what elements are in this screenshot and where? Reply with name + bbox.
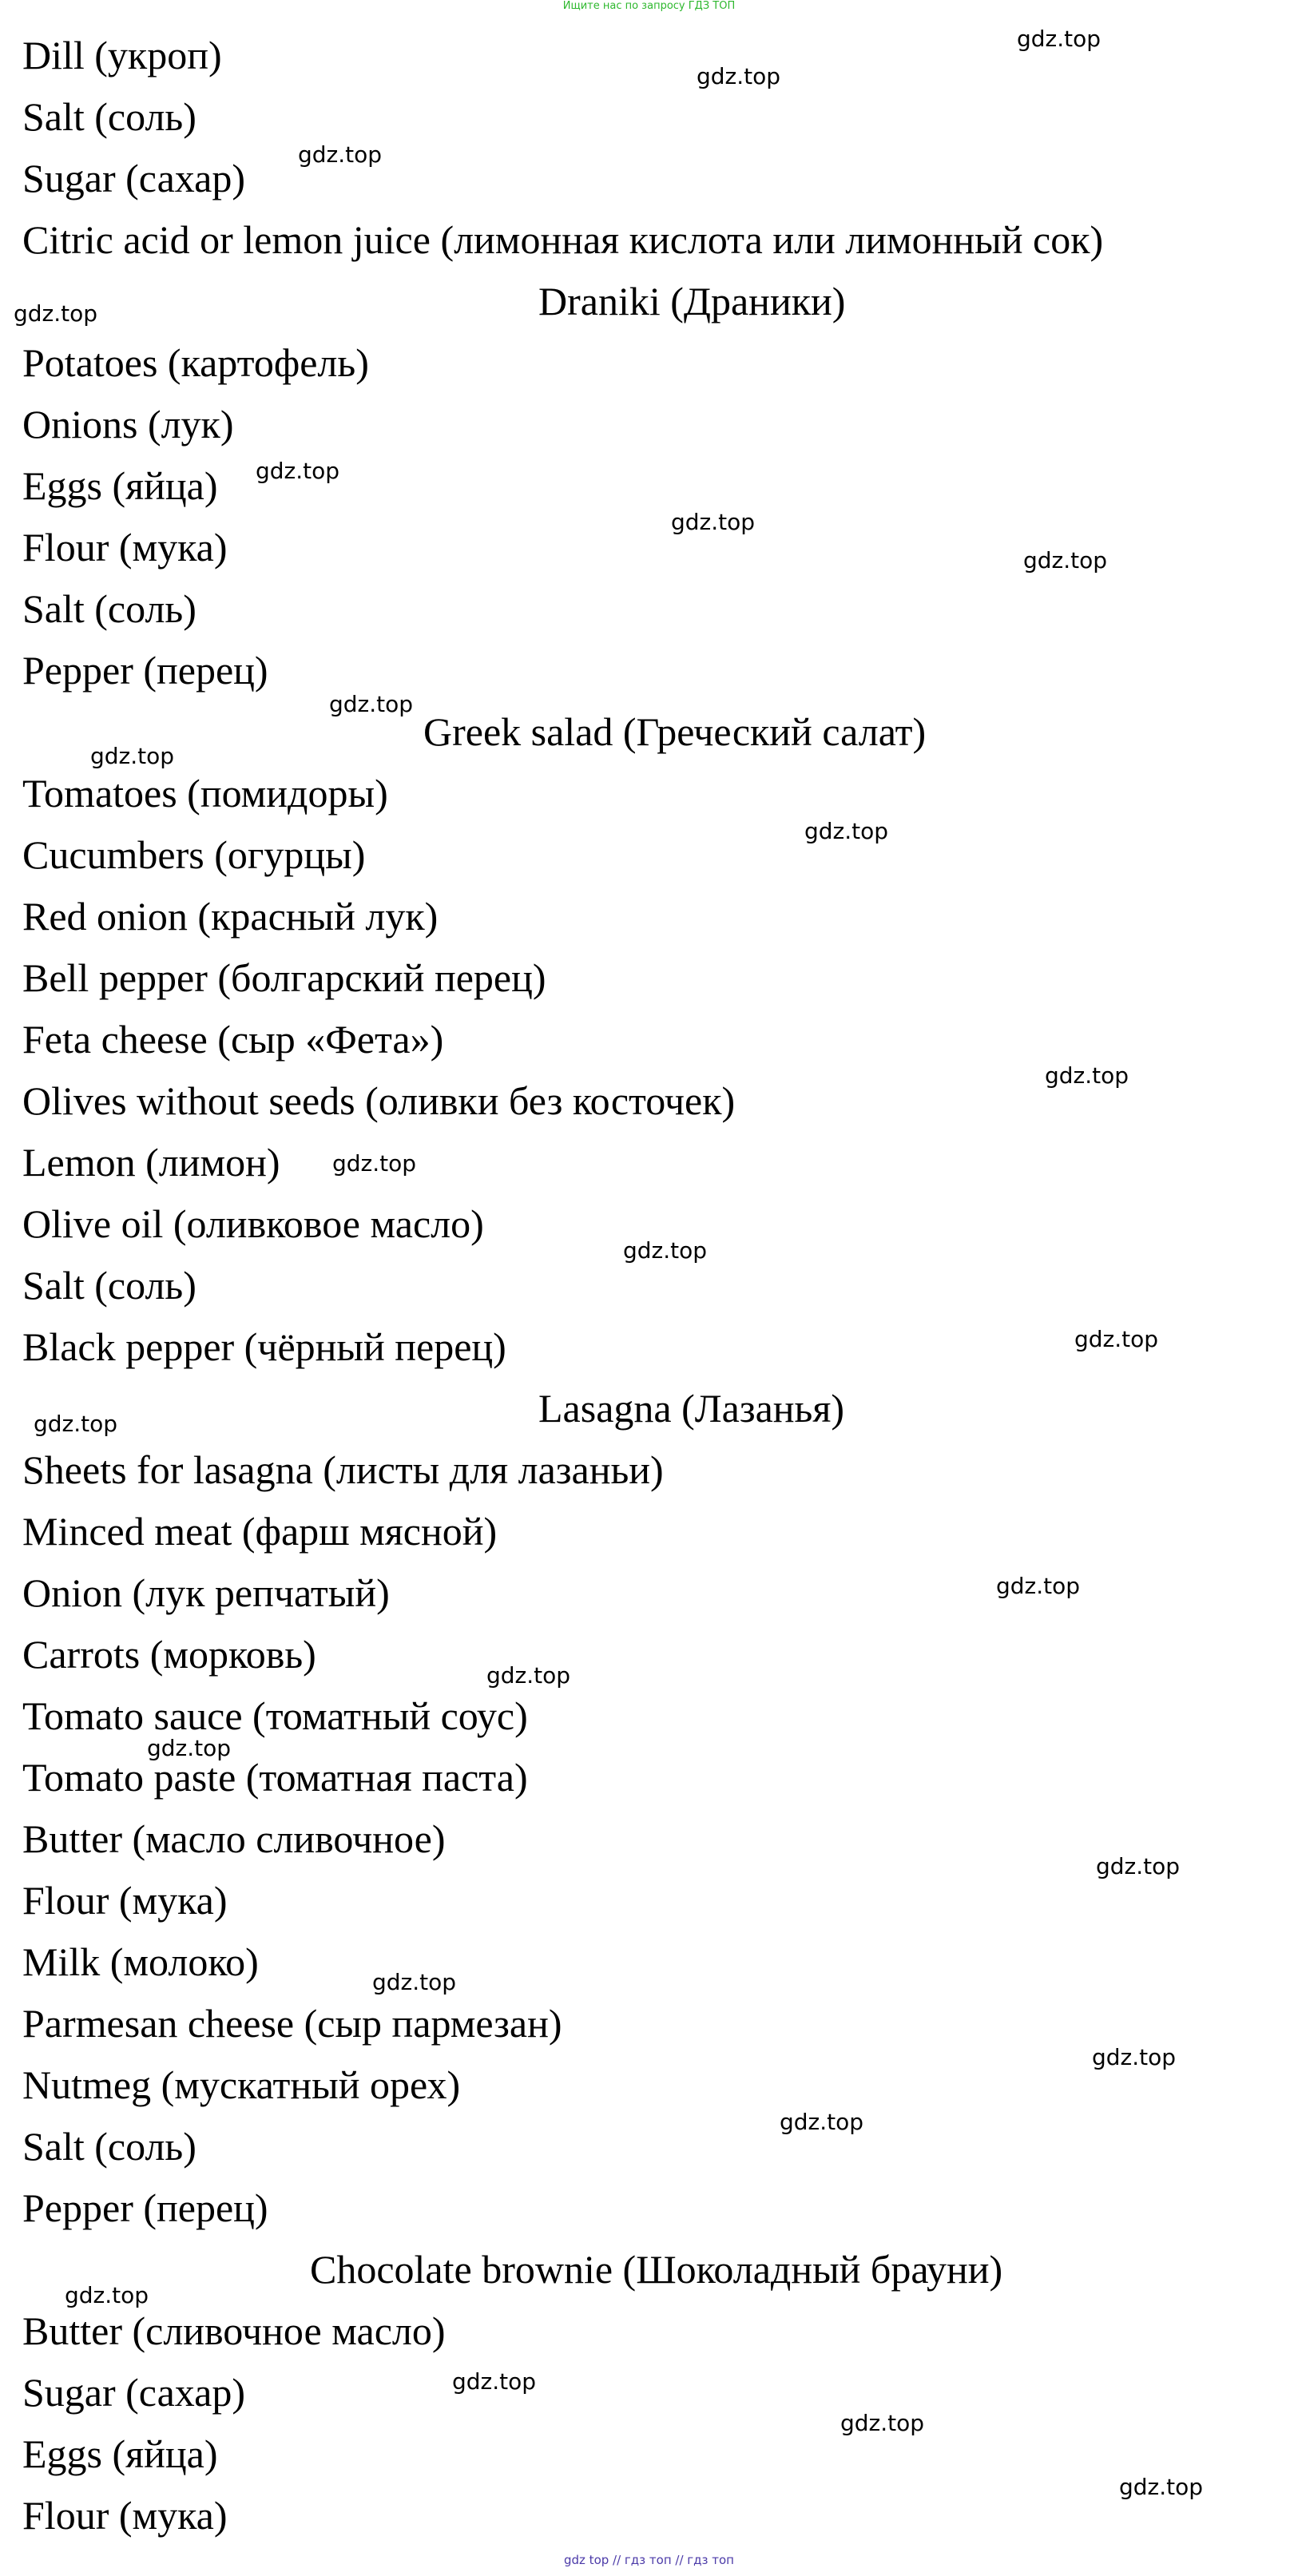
top-banner: Ищите нас по запросу ГДЗ ТОП (562, 0, 736, 12)
watermark: gdz.top (804, 818, 889, 844)
watermark: gdz.top (372, 1969, 457, 1995)
ingredient-line: Flour (мука) (22, 2493, 228, 2538)
watermark: gdz.top (34, 1411, 118, 1437)
ingredient-line: Bell pepper (болгарский перец) (22, 955, 546, 1000)
ingredient-line: Eggs (яйца) (22, 2431, 218, 2476)
watermark: gdz.top (332, 1150, 417, 1177)
ingredient-line: Cucumbers (огурцы) (22, 832, 366, 877)
watermark: gdz.top (1096, 1853, 1181, 1879)
watermark: gdz.top (65, 2282, 149, 2308)
ingredient-line: Salt (соль) (22, 2124, 196, 2169)
ingredient-line: Flour (мука) (22, 525, 228, 570)
watermark: gdz.top (1023, 547, 1108, 574)
ingredient-line: Eggs (яйца) (22, 463, 218, 508)
ingredient-line: Minced meat (фарш мясной) (22, 1509, 498, 1554)
ingredient-line: Parmesan cheese (сыр пармезан) (22, 2001, 562, 2046)
ingredient-line: Potatoes (картофель) (22, 340, 369, 385)
watermark: gdz.top (298, 141, 383, 168)
ingredient-line: Flour (мука) (22, 1878, 228, 1923)
watermark: gdz.top (90, 743, 175, 769)
ingredient-line: Olives without seeds (оливки без косточек) (22, 1078, 736, 1123)
ingredient-line: Salt (соль) (22, 586, 196, 631)
watermark: gdz.top (697, 63, 781, 89)
ingredient-line: Butter (сливочное масло) (22, 2308, 446, 2353)
ingredient-line: Black pepper (чёрный перец) (22, 1324, 506, 1369)
ingredient-line: Pepper (перец) (22, 2185, 268, 2230)
ingredient-line: Carrots (морковь) (22, 1632, 316, 1677)
watermark: gdz.top (623, 1237, 708, 1264)
watermark: gdz.top (14, 300, 98, 327)
ingredient-line: Red onion (красный лук) (22, 894, 439, 939)
section-title: Chocolate brownie (Шоколадный брауни) (310, 2247, 1003, 2292)
ingredient-line: Olive oil (оливковое масло) (22, 1201, 484, 1246)
ingredient-line: Lemon (лимон) (22, 1140, 280, 1185)
section-title: Lasagna (Лазанья) (538, 1386, 844, 1431)
ingredient-line: Milk (молоко) (22, 1939, 259, 1984)
ingredient-line: Onions (лук) (22, 402, 234, 447)
ingredient-line: Sheets for lasagna (листы для лазаньи) (22, 1447, 664, 1492)
ingredient-line: Tomato paste (томатная паста) (22, 1755, 528, 1800)
ingredient-line: Feta cheese (сыр «Фета») (22, 1017, 444, 1062)
ingredient-line: Salt (соль) (22, 94, 196, 139)
ingredient-line: Sugar (сахар) (22, 156, 245, 200)
watermark: gdz.top (329, 691, 414, 717)
ingredient-line: Sugar (сахар) (22, 2370, 245, 2415)
watermark: gdz.top (147, 1735, 232, 1761)
ingredient-line: Nutmeg (мускатный орех) (22, 2062, 461, 2107)
section-title: Draniki (Драники) (538, 279, 846, 323)
watermark: gdz.top (780, 2109, 864, 2135)
ingredient-line: Dill (укроп) (22, 33, 222, 77)
ingredient-line: Tomatoes (помидоры) (22, 771, 388, 816)
ingredient-line: Tomato sauce (томатный соус) (22, 1693, 528, 1738)
watermark: gdz.top (486, 1662, 571, 1689)
ingredient-line: Salt (соль) (22, 1263, 196, 1308)
watermark: gdz.top (996, 1573, 1081, 1599)
watermark: gdz.top (1119, 2474, 1204, 2500)
watermark: gdz.top (452, 2368, 537, 2395)
section-title: Greek salad (Греческий салат) (423, 709, 927, 754)
ingredient-line: Citric acid or lemon juice (лимонная кислота или лимонный сок) (22, 217, 1104, 262)
ingredient-line: Onion (лук репчатый) (22, 1570, 390, 1615)
ingredient-line: Butter (масло сливочное) (22, 1816, 446, 1861)
watermark: gdz.top (1092, 2044, 1177, 2070)
watermark: gdz.top (671, 509, 756, 535)
watermark: gdz.top (1017, 26, 1102, 52)
watermark: gdz.top (840, 2410, 925, 2436)
ingredient-line: Pepper (перец) (22, 648, 268, 693)
watermark: gdz.top (256, 458, 340, 484)
watermark: gdz.top (1045, 1062, 1129, 1089)
footer-links: gdz top // гдз топ // гдз топ (564, 2553, 734, 2567)
watermark: gdz.top (1074, 1326, 1159, 1352)
